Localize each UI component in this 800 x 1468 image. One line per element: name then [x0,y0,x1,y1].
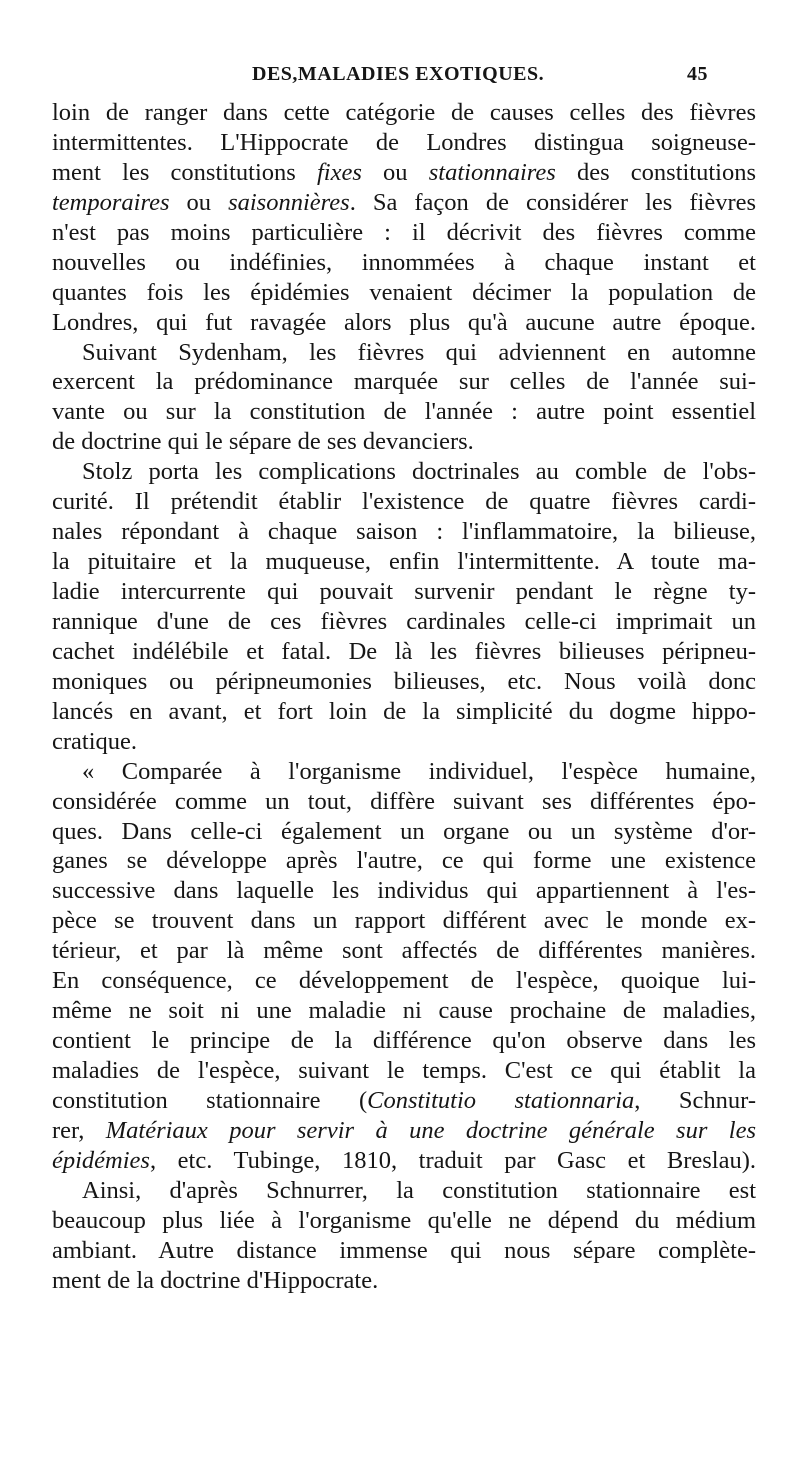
text-line: beaucoup plus liée à l'organisme qu'elle ne dépend du médium [52,1206,756,1234]
text-line: quantes fois les épidémies venaient décimer la population de [52,278,756,306]
text-run: ou [169,188,229,216]
text-line: loin de ranger dans cette catégorie de causes celles des fièvres [52,99,756,126]
text-run: , etc. Tubinge, 1810, traduit par Gasc et Breslau). [149,1146,756,1174]
text-line: exercent la prédominance marquée sur celles de l'année sui- [52,368,756,396]
text-line: Londres, qui fut ravagée alors plus qu'à aucune autre époque. [52,308,756,336]
text-line: successive dans laquelle les individus qui appartiennent à l'es- [52,877,756,905]
italic-title: Matériaux pour servir à une doctrine générale sur les [105,1116,756,1144]
text-line: vante ou sur la constitution de l'année : autre point essentiel [52,398,756,426]
text-line: ment de la doctrine d'Hippocrate. [52,1266,379,1294]
text-line: de doctrine qui le sépare de ses devanciers. [52,428,474,456]
italic-term: stationnaires [428,158,556,186]
text-line: curité. Il prétendit établir l'existence de quatre fièvres cardi- [52,488,756,516]
italic-term: fixes [316,158,362,186]
text-line: même ne soit ni une maladie ni cause prochaine de maladies, [52,997,756,1025]
text-line: contient le principe de la différence qu'on observe dans les [52,1027,756,1055]
text-line: la pituitaire et la muqueuse, enfin l'intermittente. A toute ma- [52,548,756,576]
text-line: moniques ou péripneumonies bilieuses, etc. Nous voilà donc [52,667,756,695]
text-line: Stolz porta les complications doctrinales au comble de l'obs- [82,458,756,486]
text-line [52,1116,756,1146]
text-line: rannique d'une de ces fièvres cardinales celle-ci imprimait un [52,607,756,635]
text-run: . Sa façon de considérer les fièvres [349,188,757,216]
text-run: constitution stationnaire ( [52,1086,368,1114]
text-line: maladies de l'espèce, suivant le temps. C'est ce qui établit la [52,1057,756,1084]
text-run: rer, [52,1116,106,1144]
text-line: nales répondant à chaque saison : l'inflammatoire, la bilieuse, [52,518,756,546]
text-line: Suivant Sydenham, les fièvres qui adviennent en automne [82,338,756,366]
text-line: lancés en avant, et fort loin de la simplicité du dogme hippo- [52,697,756,725]
text-line: intermittentes. L'Hippocrate de Londres distingua soigneuse- [52,128,756,156]
page-number: 45 [687,63,708,85]
text-line: térieur, et par là même sont affectés de différentes manières. [52,937,756,965]
text-line: pèce se trouvent dans un rapport différent avec le monde ex- [52,907,756,935]
text-run: des constitutions [555,158,757,186]
text-line: ambiant. Autre distance immense qui nous sépare complète- [52,1236,756,1264]
body-text [52,98,756,1296]
text-line [52,188,756,218]
text-line: ganes se développe après l'autre, ce qui forme une existence [52,847,756,875]
text-line [52,158,756,188]
text-line: ladie intercurrente qui pouvait survenir pendant le règne ty- [52,578,756,605]
text-line: cratique. [52,727,138,755]
italic-term: Constitutio stationnaria [367,1086,635,1114]
text-line: nouvelles ou indéfinies, innommées à chaque instant et [52,248,756,276]
text-line [52,1086,756,1116]
italic-term: temporaires [52,188,170,216]
italic-title: épidémies [52,1146,150,1174]
text-line: cachet indélébile et fatal. De là les fièvres bilieuses péripneu- [52,637,756,665]
text-line: n'est pas moins particulière : il décrivit des fièvres comme [52,218,756,246]
text-line [52,1146,756,1176]
running-title: DES,MALADIES EXOTIQUES. [252,63,545,85]
text-line: ques. Dans celle-ci également un organe ou un système d'or- [52,817,756,845]
text-line: En conséquence, ce développement de l'espèce, quoique lui- [52,967,756,995]
text-run: ou [361,158,429,186]
text-run: , Schnur- [634,1086,756,1114]
text-run: ment les constitutions [52,158,317,186]
text-line: considérée comme un tout, diffère suivant ses différentes épo- [52,787,756,815]
text-line: « Comparée à l'organisme individuel, l'espèce humaine, [82,757,756,785]
text-line: Ainsi, d'après Schnurrer, la constitution stationnaire est [82,1176,756,1204]
italic-term: saisonnières [228,188,350,216]
